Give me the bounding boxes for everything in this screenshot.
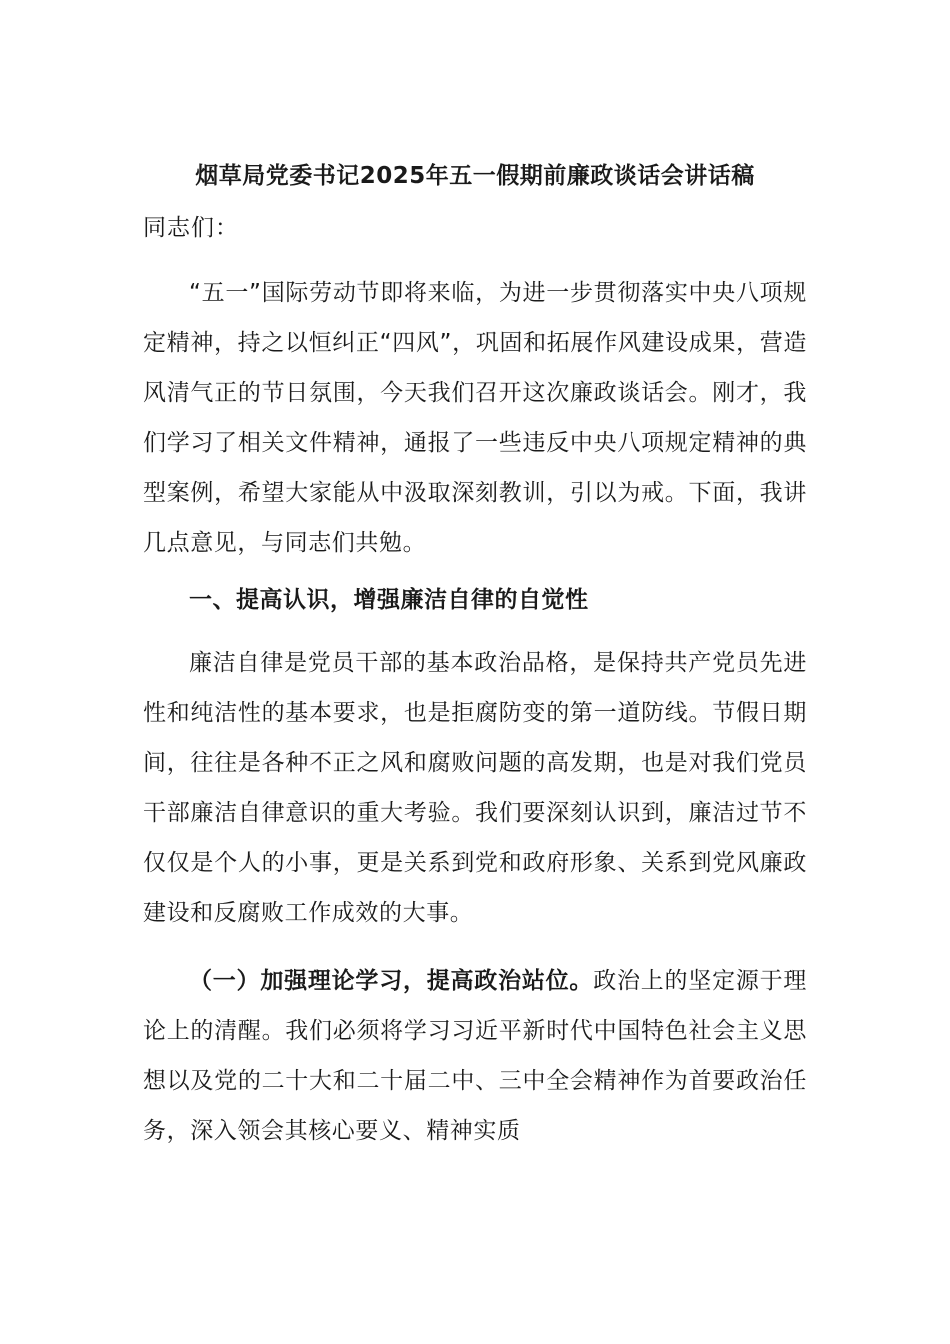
section-heading: 一、提高认识，增强廉洁自律的自觉性 — [189, 587, 589, 613]
subsection-lead: （一）加强理论学习，提高政治站位。 — [189, 968, 594, 994]
document-body — [143, 154, 807, 1156]
subsection-paragraph — [143, 956, 807, 1156]
subsection-text: 政治上的坚定源于理论上的清醒。我们必须将学习习近平新时代中国特色社会主义思想以及党的二十大和二十届二中、三中全会精神作为首要政治任务，深入领会其核心要义、精神实质 — [143, 968, 807, 1144]
document-title: 烟草局党委书记2025年五一假期前廉政谈话会讲话稿 — [195, 163, 755, 189]
section-paragraph: 廉洁自律是党员干部的基本政治品格，是保持共产党员先进性和纯洁性的基本要求，也是拒腐防变的第一道防线。节假日期间，往往是各种不正之风和腐败问题的高发期，也是对我们党员干部廉洁自律意识的重大考验。我们要深刻认识到，廉洁过节不仅仅是个人的小事，更是关系到党和政府形象、关系到党风廉政建设和反腐败工作成效的大事。 — [143, 650, 807, 926]
intro-paragraph: “五一”国际劳动节即将来临，为进一步贯彻落实中央八项规定精神，持之以恒纠正“四风”，巩固和拓展作风建设成果，营造风清气正的节日氛围，今天我们召开这次廉政谈话会。刚才，我们学习了相关文件精神，通报了一些违反中央八项规定精神的典型案例，希望大家能从中汲取深刻教训，引以为戒。下面，我讲几点意见，与同志们共勉。 — [143, 280, 807, 556]
salutation: 同志们： — [143, 215, 239, 241]
